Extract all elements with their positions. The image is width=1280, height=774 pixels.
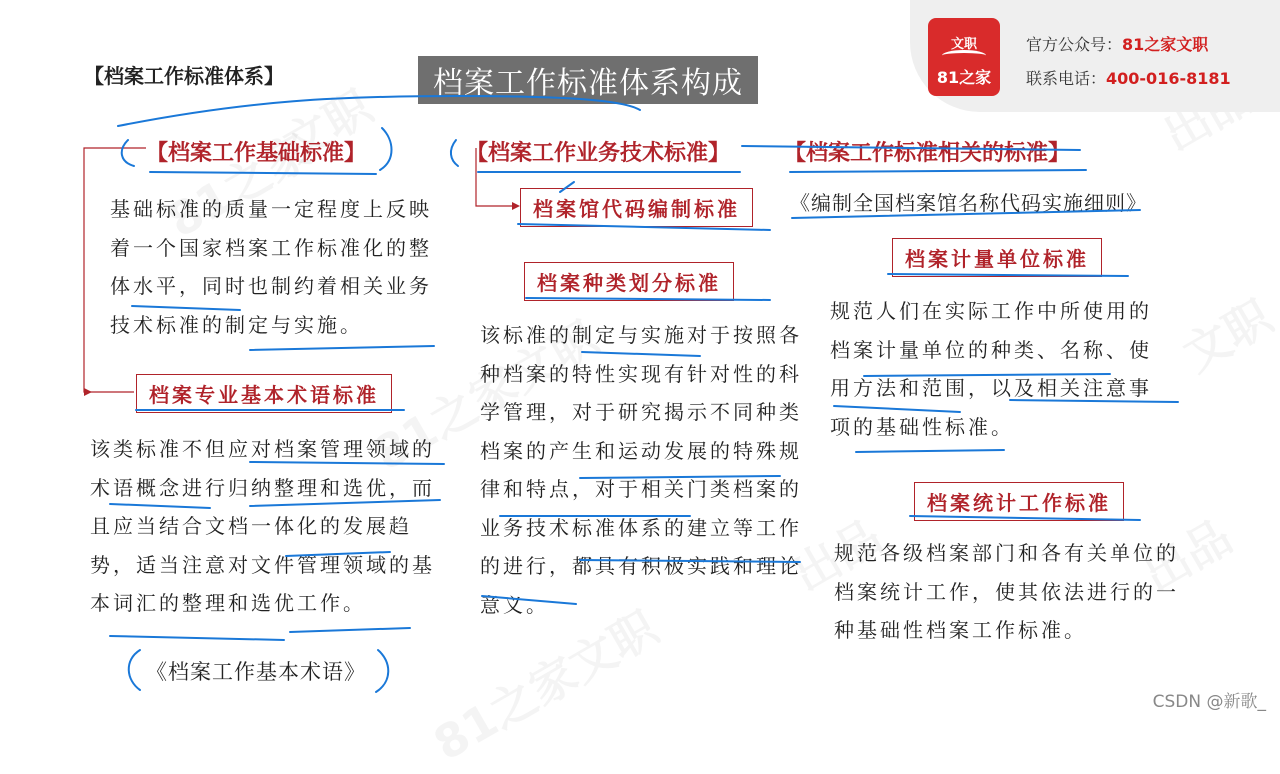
footer-credit: CSDN @新歌_ — [1152, 692, 1266, 712]
corner-label: 【档案工作标准体系】 — [84, 64, 284, 88]
col1-book-title: 《档案工作基本术语》 — [146, 660, 366, 684]
col2-box-classification: 档案种类划分标准 — [524, 262, 734, 301]
col3-text2: 规范各级档案部门和各有关单位的档案统计工作，使其依法进行的一种基础性档案工作标准。 — [834, 541, 1179, 642]
col2-box-archive-code: 档案馆代码编制标准 — [520, 188, 753, 227]
col1-heading: 【档案工作基础标准】 — [146, 141, 367, 166]
account-label: 官方公众号： — [1026, 35, 1123, 54]
brand-line-phone — [1026, 66, 1231, 89]
phone-label: 联系电话： — [1026, 69, 1107, 88]
col3-box-measurement: 档案计量单位标准 — [892, 238, 1102, 277]
logo-bottom-text: 81之家 — [936, 67, 992, 87]
arrowhead — [84, 388, 92, 396]
col1-box-terms: 档案专业基本术语标准 — [136, 374, 392, 413]
col3-book-title: 《编制全国档案馆名称代码实施细则》 — [790, 191, 1147, 215]
col3-text1: 规范人们在实际工作中所使用的档案计量单位的种类、名称、使用方法和范围，以及相关注意事项的基础性标准。 — [830, 299, 1152, 439]
brand-line-account — [1026, 32, 1208, 55]
col3-box-statistics: 档案统计工作标准 — [914, 482, 1124, 521]
col3-heading: 【档案工作标准相关的标准】 — [784, 141, 1071, 166]
col1-text2: 该类标准不但应对档案管理领域的术语概念进行归纳整理和选优，而且应当结合文档一体化的发展趋势，适当注意对文件管理领域的基本词汇的整理和选优工作。 — [90, 437, 435, 615]
logo-wing-icon — [942, 50, 986, 61]
logo-top-text: 文职 — [950, 36, 977, 52]
col2-text: 该标准的制定与实施对于按照各种档案的特性实现有针对性的科学管理，对于研究揭示不同种类档案的产生和运动发展的特殊规律和特点，对于相关门类档案的业务技术标准体系的建立等工作的进行，都具有积极实践和理论意义。 — [480, 323, 802, 617]
page-title: 档案工作标准体系构成 — [418, 56, 758, 104]
arrowhead — [512, 202, 520, 210]
col2-heading: 【档案工作业务技术标准】 — [466, 141, 731, 166]
phone-value: 400-016-8181 — [1106, 69, 1231, 88]
account-value: 81之家文职 — [1122, 35, 1209, 54]
col1-text: 基础标准的质量一定程度上反映着一个国家档案工作标准化的整体水平，同时也制约着相关业务技术标准的制定与实施。 — [110, 197, 432, 337]
watermark — [1170, 281, 1280, 384]
brand-logo — [928, 18, 1000, 96]
